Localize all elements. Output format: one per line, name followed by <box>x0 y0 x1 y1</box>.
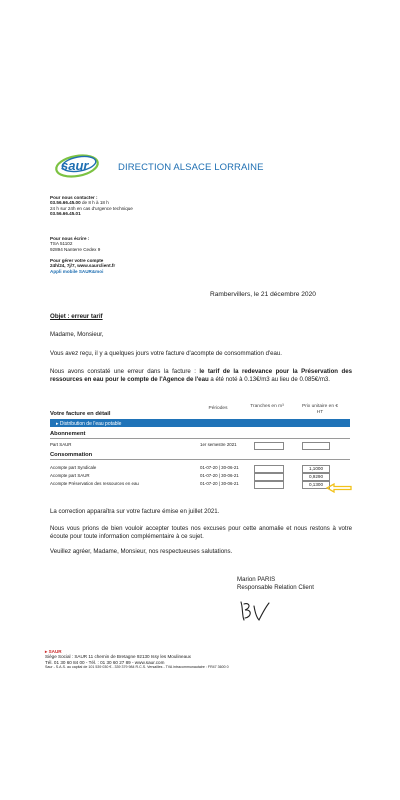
col-tranches-header: Tranches en m³ <box>250 404 284 409</box>
col-periods-header: Périodes <box>208 406 228 411</box>
band-label: ▸ Distribution de l'eau potable <box>56 420 122 427</box>
distribution-band <box>50 419 350 427</box>
signer-role: Responsable Relation Client <box>237 584 314 591</box>
manage-heading: Pour gérer votre compte <box>50 258 104 263</box>
row-tranche-box <box>254 465 284 473</box>
letter-greeting: Madame, Monsieur, <box>50 331 104 338</box>
row-price-box <box>302 473 330 481</box>
p2-start: Nous avons constaté une erreur dans la facture : <box>50 368 200 375</box>
row-label: Acompte Préservation des ressources en eau <box>50 481 139 486</box>
consommation-heading: Consommation <box>50 452 93 458</box>
letter-paragraph-2 <box>50 368 352 383</box>
write-heading: Pour nous écrire : <box>50 236 90 241</box>
col-price-header: Prix unitaire en € HT <box>302 404 338 415</box>
row-period: 01-07-20 | 30-06-21 <box>200 481 239 486</box>
p2-bold: le tarif de la redevance pour la Préservation des ressources en eau pour le compte de l'Agence de l'eau <box>50 368 352 383</box>
write-line-2: 92894 Nanterre Cedex 9 <box>50 246 101 252</box>
footer-line-1: Siège Social : SAUR 11 chemin de Bretagne 92130 Issy les Moulineaux <box>45 654 191 660</box>
row-period: 1er semestre 2021 <box>200 442 237 447</box>
row-price: 1,1000 <box>308 466 324 472</box>
manage-block <box>50 258 220 274</box>
row-period: 01-07-20 | 30-06-21 <box>200 465 239 470</box>
saur-logo <box>50 150 114 180</box>
table-title: Votre facture en détail <box>50 411 111 417</box>
row-tranche-box <box>254 481 284 489</box>
letter-paragraph-1: Vous avez reçu, il y a quelques jours votre facture d'acompte de consommation d'eau. <box>50 350 282 357</box>
handwritten-signature <box>238 598 272 624</box>
row-period: 01-07-20 | 30-06-21 <box>200 473 239 478</box>
row-label: Acompte part SAUR <box>50 473 90 478</box>
logo-text: saur <box>61 158 89 173</box>
row-price: 0,1300 <box>308 482 324 488</box>
letter-date: Rambervillers, le 21 décembre 2020 <box>210 291 316 298</box>
divider <box>50 438 350 439</box>
footer-line-2: Tél. 01 30 60 84 00 - Tél. : 01 30 60 27 89 - www.saur.com <box>45 659 165 665</box>
highlight-arrow-icon <box>326 483 352 493</box>
contact-hours: de 8 h à 18 h <box>81 200 109 206</box>
contact-heading: Pour nous contacter : <box>50 195 98 200</box>
abonnement-heading: Abonnement <box>50 431 86 437</box>
contact-block <box>50 195 210 217</box>
org-title: DIRECTION ALSACE LORRAINE <box>118 162 264 173</box>
write-line-1: TSA 51102 <box>50 241 73 247</box>
manage-line: 24h/24, 7j/7, www.saurclient.fr <box>50 263 116 269</box>
letter-subject: Objet : erreur tarif <box>50 313 103 320</box>
write-block <box>50 236 210 252</box>
contact-emergency-note: 24 h sur 24h en cas d'urgence technique <box>50 205 133 211</box>
manage-app: Appli mobile SAUR&moi <box>50 268 104 274</box>
footer-brand: ▸ SAUR <box>45 649 62 654</box>
contact-phone-1: 03.56.66.45.00 <box>50 200 81 206</box>
footer <box>45 649 365 671</box>
row-price-box <box>302 465 330 473</box>
p2-end: a été noté à 0.13€/m3 au lieu de 0.085€/m3. <box>208 375 330 383</box>
letter-excuse: Nous vous prions de bien vouloir accepter toutes nos excuses pour cette anomalie et nous restons à votre écoute pour toute information complémentaire à ce sujet. <box>50 525 352 540</box>
row-tranche-box <box>254 473 284 481</box>
footer-line-3: Saur - S.A.S. au capital de 101 539 030 € - 339 379 984 R.C.S. Versailles - TVA intracommunautaire : FR47 3600 0 <box>45 665 229 670</box>
letter-salutation: Veuillez agréer, Madame, Monsieur, nos respectueuses salutations. <box>50 548 233 555</box>
row-tranche-box <box>254 442 284 450</box>
row-price: 0,9290 <box>308 474 324 480</box>
row-price-box <box>302 442 330 450</box>
signer-name: Marion PARIS <box>237 576 276 583</box>
letter-correction: La correction apparaîtra sur votre facture émise en juillet 2021. <box>50 508 220 515</box>
signer-block <box>237 576 314 592</box>
row-label: Acompte part Syndicale <box>50 465 97 470</box>
row-label: Part SAUR <box>50 442 72 447</box>
contact-phone-2: 03.56.66.45.01 <box>50 211 81 217</box>
divider <box>50 459 350 460</box>
